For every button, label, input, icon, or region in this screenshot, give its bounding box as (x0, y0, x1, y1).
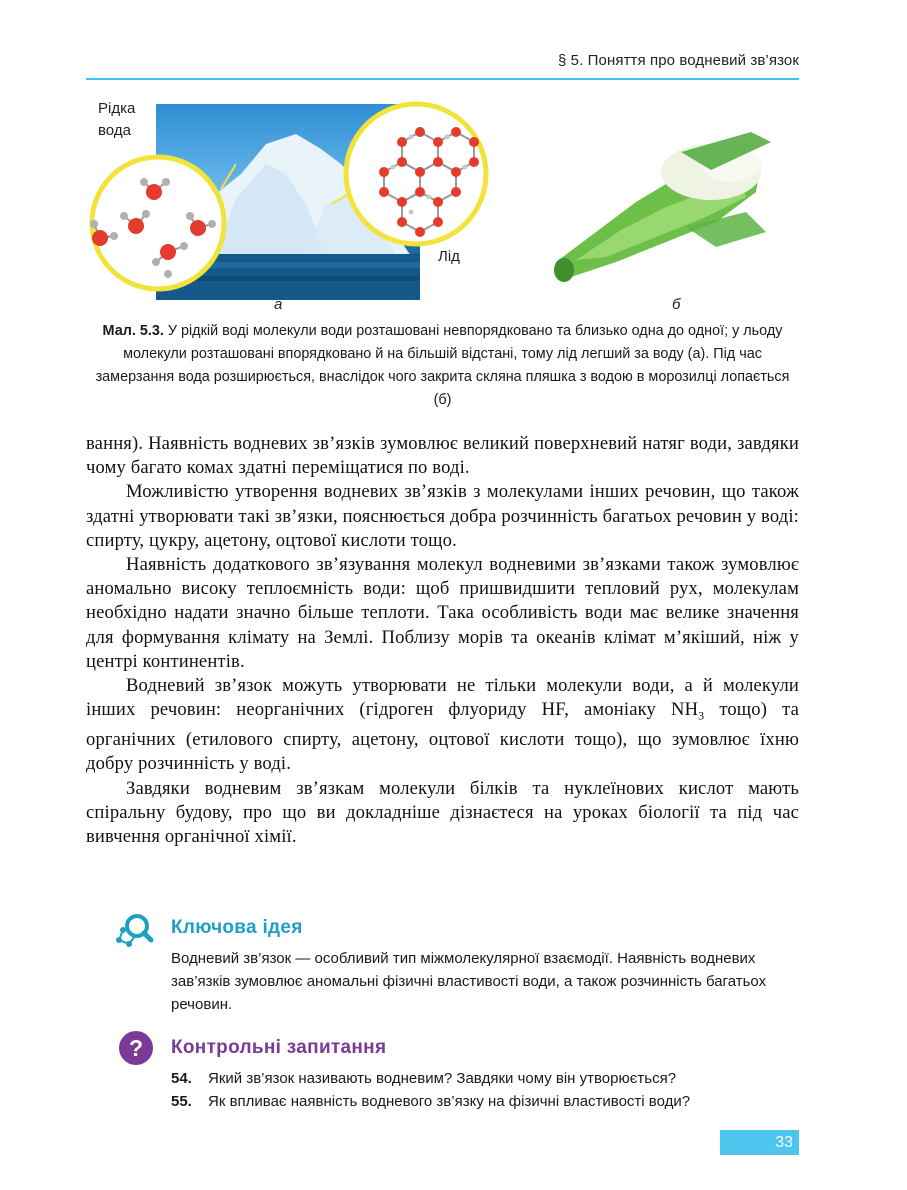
caption-text: У рідкій воді молекули води розташовані невпорядковано та близько одна до одної; у льоду молекули розташовані впорядковано й на більшій відстані, тому лід легший за воду (а). Під час замерзання вода розширюється, внаслідок чого закрита скляна пляшка з водою в морозилці лопається (б) (95, 323, 790, 408)
paragraph (86, 674, 799, 777)
label-liquid-water (98, 98, 135, 142)
question-text: Як впливає наявність водневого зв’язку на фізичні властивості води? (208, 1093, 691, 1110)
question-number: 55. (171, 1093, 192, 1110)
page-number: 33 (720, 1130, 799, 1155)
subscript: 3 (698, 708, 705, 723)
paragraph-part: тощо) та органічних (етилового спирту, ацетону, оцтової кислоти тощо), що зумовлює їхню добру розчинність у воді. (86, 699, 799, 775)
figure-caption (86, 320, 799, 412)
key-idea-text: Водневий зв’язок — особливий тип міжмолекулярної взаємодії. Наявність водневих зав’язків зумовлює аномальні фізичні властивості води, а також розчинність багатьох речовин. (171, 950, 767, 1013)
figure-5-3 (86, 92, 799, 322)
paragraph: вання). Наявність водневих зв’язків зумовлює великий поверхневий натяг води, завдяки чому багато комах здатні переміщатися по воді. (86, 433, 799, 479)
running-header: § 5. Поняття про водневий зв’язок (557, 52, 799, 69)
ice-lattice-inset (322, 92, 492, 262)
question-text: Який зв’язок називають водневим? Завдяки чому він утворюється? (208, 1070, 677, 1087)
label-ice: Лід (438, 248, 460, 265)
question-icon (118, 1030, 154, 1066)
label-liquid-line1: Рідка (98, 100, 136, 117)
key-idea-title: Ключова ідея (171, 917, 303, 938)
subfigure-label-a: а (274, 296, 283, 313)
question-item (171, 1067, 801, 1090)
questions-title: Контрольні запитання (171, 1037, 387, 1058)
subfigure-label-b: б (672, 296, 681, 313)
paragraph: Можливістю утворення водневих зв’язків з молекулами інших речовин, що також здатні утворювати такі зв’язки, пояснюється добра розчинність багатьох речовин у воді: спирту, цукру, ацетону, оцтової кислоти тощо. (86, 481, 799, 551)
questions-list (171, 1067, 801, 1113)
liquid-water-molecules-inset (86, 154, 236, 292)
caption-label: Мал. 5.3. (102, 323, 164, 339)
header-rule (86, 78, 799, 80)
main-text (86, 432, 799, 849)
paragraph: Завдяки водневим зв’язкам молекули білків та нуклеїнових кислот мають спіральну будову, про що ви докладніше дізнаєтеся на уроках біології та під час вивчення органічної хімії. (86, 777, 799, 847)
paragraph-part: Водневий зв’язок можуть утворювати не тільки молекули води, а й молекули інших речовин: неорганічних (гідроген флуориду HF, амоніаку NH (86, 675, 799, 721)
question-number: 54. (171, 1070, 192, 1087)
question-item (171, 1090, 801, 1113)
key-idea-icon (113, 910, 155, 950)
label-liquid-line2: вода (98, 122, 131, 139)
broken-bottle-photo (536, 112, 776, 292)
paragraph: Наявність додаткового зв’язування молекул водневими зв’язками також зумовлює аномально високу теплоємність води: щоб пришвидшити тепловий рух, молекулам необхідно надати значно більше теплоти. Така особливість води має велике значення для формування клімату на Землі. Поблизу морів та океанів клімат м’якіший, ніж у центрі континентів. (86, 554, 799, 672)
svg-text:?: ? (128, 1035, 144, 1061)
